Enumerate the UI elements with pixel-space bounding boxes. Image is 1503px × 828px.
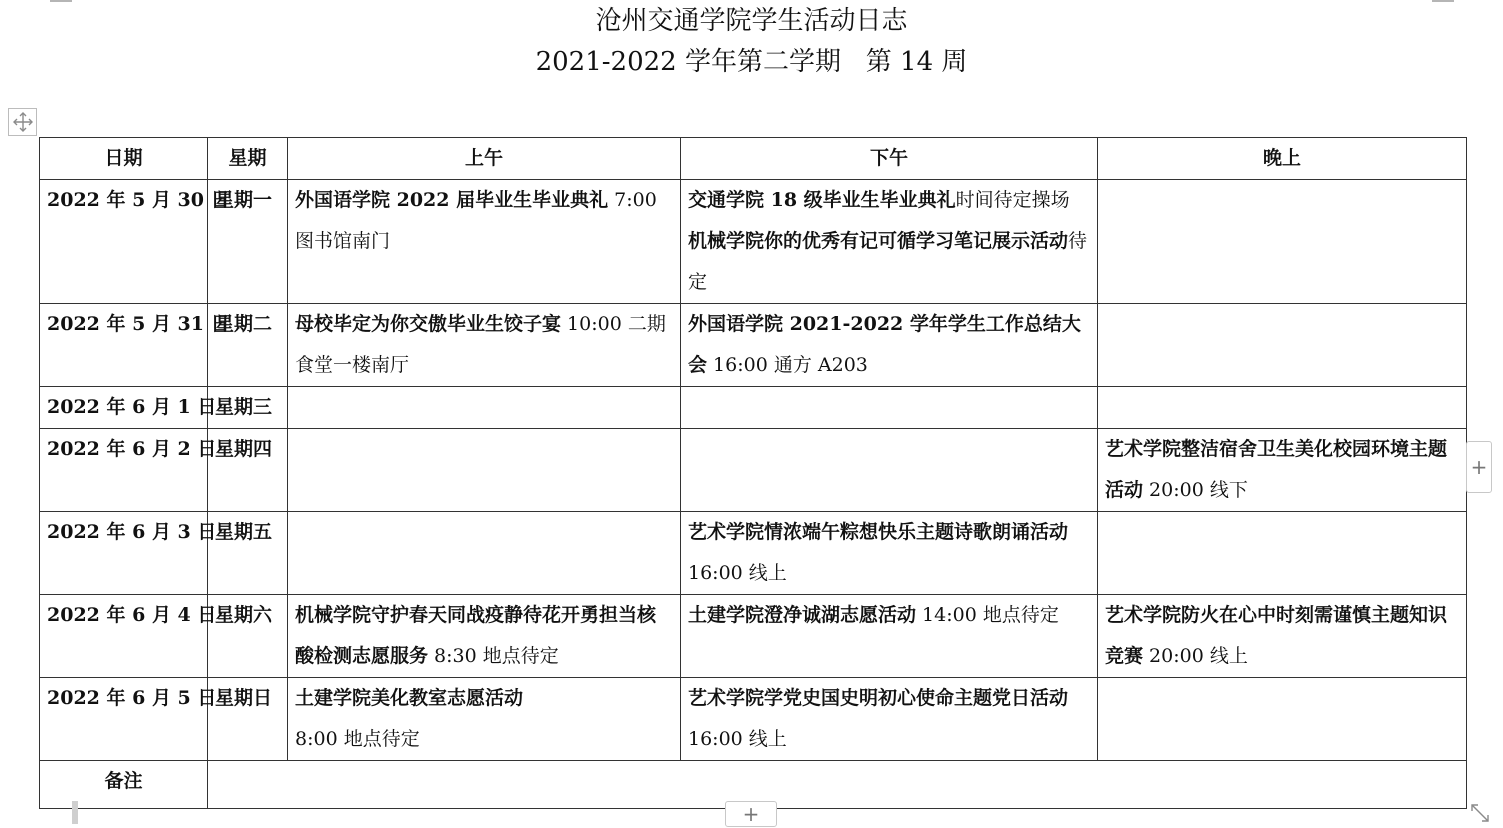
morning-cell[interactable] bbox=[288, 304, 681, 387]
afternoon-cell[interactable] bbox=[681, 387, 1098, 429]
event-entry bbox=[1105, 429, 1459, 511]
weekday-cell[interactable]: 星期二 bbox=[208, 304, 288, 387]
date-cell[interactable]: 2022 年 6 月 3 日 bbox=[40, 512, 208, 595]
morning-cell[interactable] bbox=[288, 387, 681, 429]
event-name: 艺术学院学党史国史明初心使命主题党日活动 bbox=[688, 687, 1069, 709]
event-name: 外国语学院 2022 届毕业生毕业典礼 bbox=[295, 189, 609, 211]
event-detail: 7:00 图书馆南门 bbox=[295, 189, 657, 252]
weekday-cell[interactable]: 星期日 bbox=[208, 678, 288, 761]
event-name: 艺术学院整洁宿舍卫生美化校园环境主题活动 bbox=[1105, 438, 1448, 501]
add-column-button[interactable]: + bbox=[1466, 441, 1492, 493]
table-row bbox=[40, 387, 1467, 429]
event-name: 机械学院守护春天同战疫静待花开勇担当核酸检测志愿服务 bbox=[295, 604, 657, 667]
evening-cell[interactable] bbox=[1098, 678, 1467, 761]
table-header-row bbox=[40, 138, 1467, 180]
event-entry bbox=[688, 595, 1090, 636]
event-detail: 10:00 二期食堂一楼南厅 bbox=[295, 313, 666, 376]
date-cell[interactable]: 2022 年 5 月 31 日 bbox=[40, 304, 208, 387]
event-entry bbox=[688, 180, 1090, 221]
table-row bbox=[40, 304, 1467, 387]
morning-cell[interactable] bbox=[288, 595, 681, 678]
event-name: 土建学院美化教室志愿活动 bbox=[295, 687, 524, 709]
event-entry bbox=[688, 512, 1090, 594]
column-header-weekday: 星期 bbox=[208, 138, 288, 180]
afternoon-cell[interactable] bbox=[681, 429, 1098, 512]
event-detail: 8:30 地点待定 bbox=[428, 645, 559, 667]
event-entry bbox=[295, 304, 673, 386]
afternoon-cell[interactable] bbox=[681, 595, 1098, 678]
table-row bbox=[40, 595, 1467, 678]
evening-cell[interactable] bbox=[1098, 180, 1467, 304]
table-row bbox=[40, 180, 1467, 304]
weekday-cell[interactable]: 星期六 bbox=[208, 595, 288, 678]
afternoon-cell[interactable] bbox=[681, 180, 1098, 304]
event-name: 交通学院 18 级毕业生毕业典礼 bbox=[688, 189, 956, 211]
event-entry bbox=[295, 678, 673, 760]
event-entry bbox=[688, 304, 1090, 386]
evening-cell[interactable] bbox=[1098, 429, 1467, 512]
afternoon-cell[interactable] bbox=[681, 678, 1098, 761]
afternoon-cell[interactable] bbox=[681, 512, 1098, 595]
date-cell[interactable]: 2022 年 6 月 5 日 bbox=[40, 678, 208, 761]
morning-cell[interactable] bbox=[288, 429, 681, 512]
event-detail: 14:00 地点待定 bbox=[916, 604, 1059, 626]
event-entry bbox=[1105, 595, 1459, 677]
event-detail: 16:00 线上 bbox=[688, 728, 787, 750]
evening-cell[interactable] bbox=[1098, 387, 1467, 429]
page-subtitle: 2021-2022 学年第二学期 第 14 周 bbox=[535, 47, 968, 77]
activity-log-table bbox=[39, 137, 1467, 809]
table-row bbox=[40, 512, 1467, 595]
table-row bbox=[40, 429, 1467, 512]
event-entry bbox=[295, 180, 673, 262]
event-name: 外国语学院 2021-2022 学年学生工作总结大会 bbox=[688, 313, 1081, 376]
column-header-afternoon: 下午 bbox=[681, 138, 1098, 180]
morning-cell[interactable] bbox=[288, 512, 681, 595]
event-entry bbox=[688, 678, 1090, 760]
evening-cell[interactable] bbox=[1098, 595, 1467, 678]
event-entry bbox=[688, 221, 1090, 303]
event-name: 艺术学院防火在心中时刻需谨慎主题知识竞赛 bbox=[1105, 604, 1448, 667]
event-entry bbox=[295, 595, 673, 677]
column-header-date: 日期 bbox=[40, 138, 208, 180]
event-name: 机械学院你的优秀有记可循学习笔记展示活动 bbox=[688, 230, 1069, 252]
resize-diagonal-icon bbox=[1468, 802, 1492, 824]
date-cell[interactable]: 2022 年 6 月 1 日 bbox=[40, 387, 208, 429]
column-header-morning: 上午 bbox=[288, 138, 681, 180]
notes-value[interactable] bbox=[208, 761, 1467, 809]
event-detail: 待定 bbox=[688, 230, 1088, 293]
event-detail: 20:00 线下 bbox=[1143, 479, 1248, 501]
evening-cell[interactable] bbox=[1098, 512, 1467, 595]
notes-label: 备注 bbox=[40, 761, 208, 809]
event-detail: 8:00 地点待定 bbox=[295, 728, 420, 750]
date-cell[interactable]: 2022 年 6 月 2 日 bbox=[40, 429, 208, 512]
add-row-button[interactable]: + bbox=[725, 801, 777, 827]
date-cell[interactable]: 2022 年 6 月 4 日 bbox=[40, 595, 208, 678]
table-row bbox=[40, 678, 1467, 761]
table-body bbox=[40, 180, 1467, 761]
move-arrows-icon bbox=[12, 111, 34, 133]
morning-cell[interactable] bbox=[288, 678, 681, 761]
morning-cell[interactable] bbox=[288, 180, 681, 304]
event-detail: 16:00 线上 bbox=[688, 562, 787, 584]
event-detail: 16:00 通方 A203 bbox=[707, 354, 868, 376]
event-name: 艺术学院情浓端午粽想快乐主题诗歌朗诵活动 bbox=[688, 521, 1069, 543]
page-title: 沧州交通学院学生活动日志 bbox=[595, 6, 908, 36]
date-cell[interactable]: 2022 年 5 月 30 日 bbox=[40, 180, 208, 304]
event-detail: 时间待定操场 bbox=[955, 189, 1070, 211]
weekday-cell[interactable]: 星期五 bbox=[208, 512, 288, 595]
evening-cell[interactable] bbox=[1098, 304, 1467, 387]
event-name: 母校毕定为你交傲毕业生饺子宴 bbox=[295, 313, 562, 335]
event-detail: 20:00 线上 bbox=[1143, 645, 1248, 667]
event-name: 土建学院澄净诚湖志愿活动 bbox=[688, 604, 917, 626]
column-header-evening: 晚上 bbox=[1098, 138, 1467, 180]
page-margin-bar bbox=[72, 801, 78, 824]
weekday-cell[interactable]: 星期四 bbox=[208, 429, 288, 512]
table-resize-handle[interactable] bbox=[1468, 802, 1492, 824]
table-move-handle[interactable] bbox=[8, 108, 37, 136]
weekday-cell[interactable]: 星期三 bbox=[208, 387, 288, 429]
afternoon-cell[interactable] bbox=[681, 304, 1098, 387]
weekday-cell[interactable]: 星期一 bbox=[208, 180, 288, 304]
